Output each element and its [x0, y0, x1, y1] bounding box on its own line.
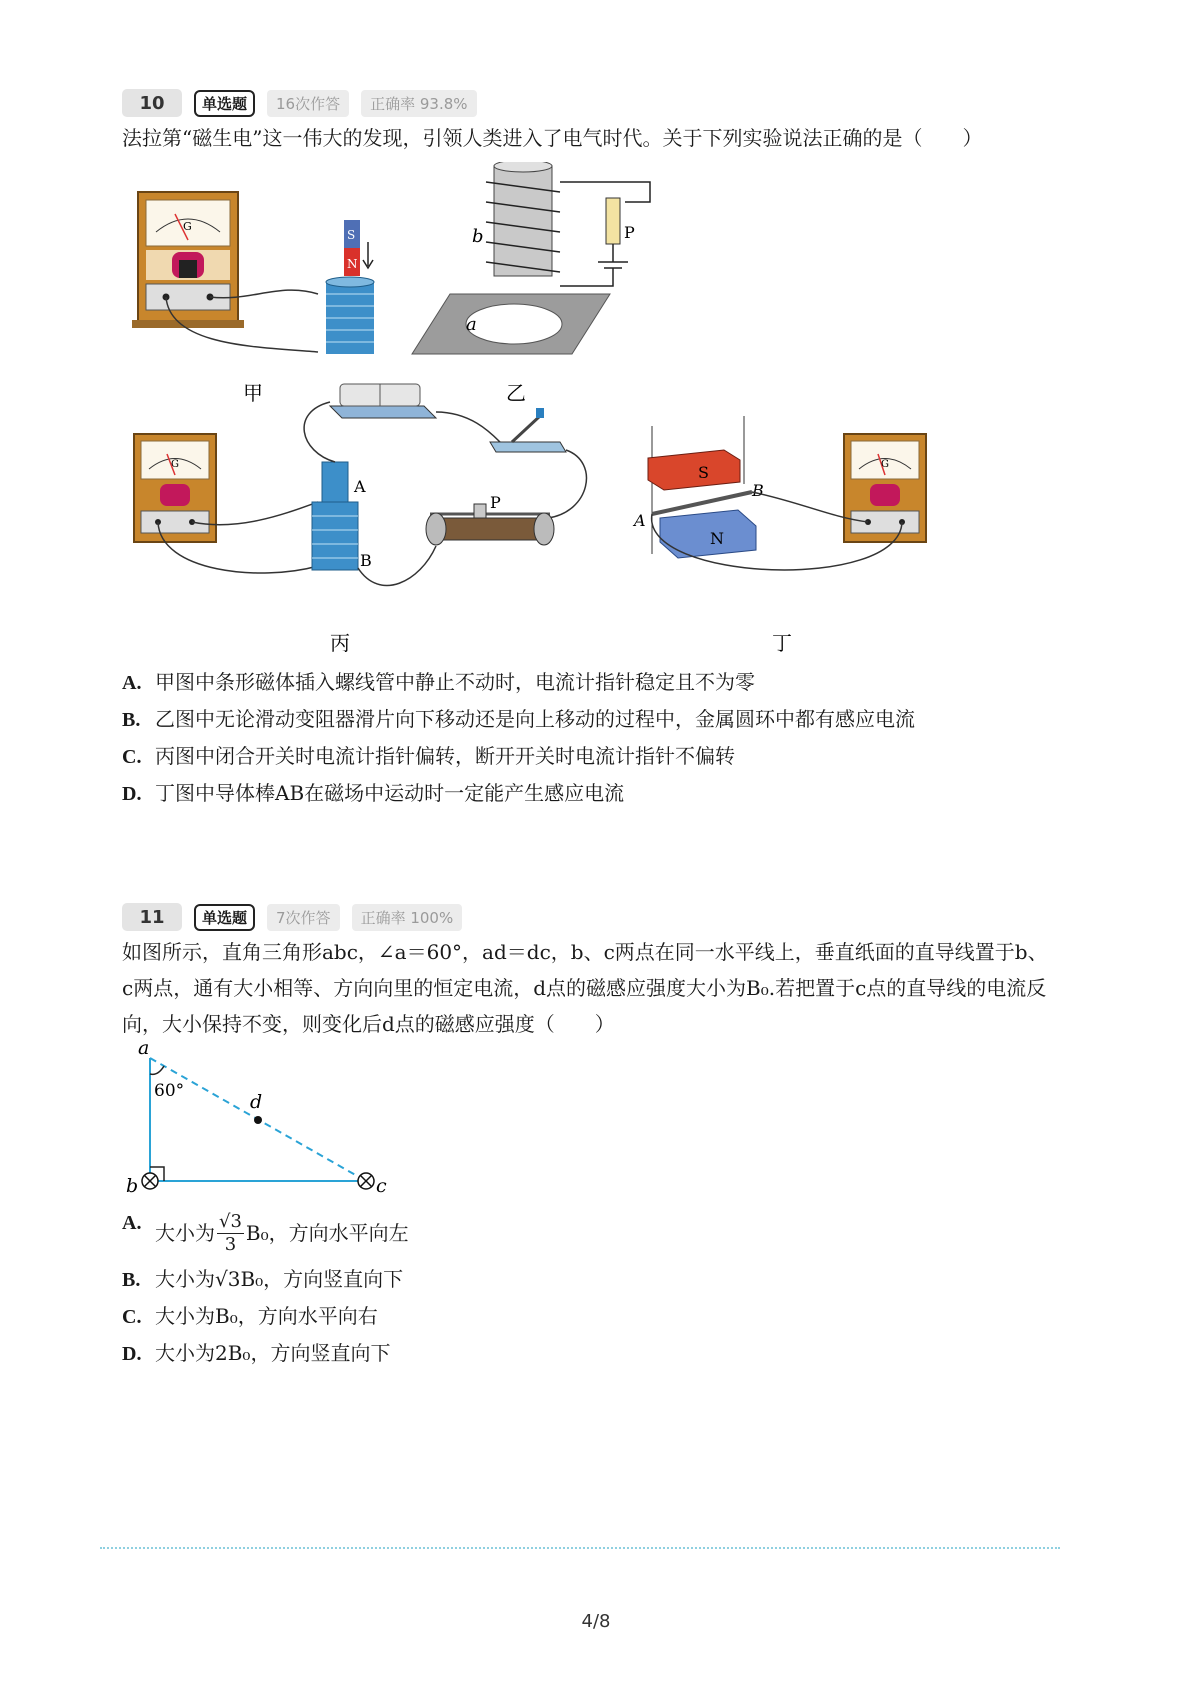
point-d	[254, 1116, 262, 1124]
option-b[interactable]: B. 大小为√3B₀，方向竖直向下	[122, 1267, 404, 1291]
fraction-numerator: √3	[219, 1210, 242, 1232]
angle-label: 60°	[154, 1081, 185, 1101]
option-a[interactable]: A. 甲图中条形磁体插入螺线管中静止不动时，电流计指针稳定且不为零	[122, 670, 755, 694]
bar-magnet-jia	[344, 220, 373, 276]
galvanometer-ding	[844, 434, 926, 542]
question-number: 10	[122, 89, 182, 117]
magnet-pole-s: S	[347, 228, 356, 242]
galvanometer-label: G	[171, 459, 179, 470]
galvanometer-label: G	[881, 459, 889, 470]
solenoid-jia	[326, 277, 374, 354]
question-number: 11	[122, 903, 182, 931]
rod-label-a: A	[634, 511, 646, 530]
coil-label-a: A	[354, 477, 366, 496]
question-meta	[122, 88, 1052, 118]
coil-label-b: b	[472, 226, 484, 247]
vertex-label-b: b	[126, 1175, 139, 1197]
figure-label-jia: 甲	[243, 381, 263, 405]
option-c[interactable]: C. 丙图中闭合开关时电流计指针偏转，断开开关时电流计指针不偏转	[122, 744, 735, 768]
figure-label-bing: 丙	[330, 631, 350, 655]
rheostat-bing	[426, 493, 554, 545]
fraction	[217, 1211, 244, 1256]
option-b[interactable]: B. 乙图中无论滑动变阻器滑片向下移动还是向上移动的过程中，金属圆环中都有感应电流	[122, 707, 915, 731]
accuracy-badge: 正确率 93.8%	[361, 90, 476, 117]
vertex-label-c: c	[376, 1175, 387, 1197]
question-11	[122, 902, 1052, 1042]
coil-label-b: B	[360, 551, 372, 570]
rod-label-b: B	[752, 481, 764, 500]
slider-label-p: P	[624, 223, 635, 242]
battery-holder-bing	[330, 384, 436, 418]
question-10	[122, 88, 1052, 156]
rheostat-label-p: P	[490, 493, 501, 512]
figure-yi	[412, 162, 650, 354]
ring-label-a: a	[466, 314, 477, 335]
galvanometer-label: G	[183, 220, 192, 233]
question-11-options	[122, 1205, 1052, 1372]
question-type-badge: 单选题	[194, 904, 255, 931]
pole-label-n: N	[710, 529, 724, 548]
wire-b-into-page	[142, 1173, 158, 1189]
answer-count-badge: 16次作答	[267, 90, 349, 117]
question-10-options	[122, 664, 1052, 812]
point-label-d: d	[250, 1091, 263, 1113]
fraction-denominator: 3	[224, 1233, 237, 1255]
answer-count-badge: 7次作答	[267, 904, 340, 931]
option-d[interactable]: D. 大小为2B₀，方向竖直向下	[122, 1341, 391, 1365]
option-c[interactable]: C. 大小为B₀，方向水平向右	[122, 1304, 378, 1328]
galvanometer-jia	[132, 192, 244, 328]
vertex-label-a: a	[138, 1038, 150, 1059]
question-meta	[122, 902, 1052, 932]
figure-label-ding: 丁	[772, 631, 792, 655]
option-a[interactable]: A. 大小为 $\frac{√3}{3}$ B₀，方向水平向左	[122, 1210, 409, 1255]
page-divider	[100, 1547, 1060, 1549]
galvanometer-bing	[134, 434, 216, 542]
switch-bing	[490, 408, 566, 452]
pole-label-s: S	[698, 463, 709, 482]
experiment-figures	[0, 162, 1192, 662]
option-d[interactable]: D. 丁图中导体棒AB在磁场中运动时一定能产生感应电流	[122, 781, 625, 805]
figure-ding	[632, 416, 764, 558]
question-stem: 法拉第“磁生电”这一伟大的发现，引领人类进入了电气时代。关于下列实验说法正确的是（ ）	[122, 126, 983, 150]
accuracy-badge: 正确率 100%	[352, 904, 463, 931]
coils-bing	[312, 462, 372, 570]
page-number: 4/8	[581, 1611, 611, 1632]
wire-c-into-page	[358, 1173, 374, 1189]
question-type-badge: 单选题	[194, 90, 255, 117]
question-stem: 如图所示，直角三角形abc，∠a＝60°，ad＝dc，b、c两点在同一水平线上，垂直纸面的直导线置于b、c两点，通有大小相等、方向向里的恒定电流，d点的磁感应强度大小为B₀.若把置于c点的直导线的电流反向，大小保持不变，则变化后d点的磁感应强度（ ）	[122, 940, 1048, 1036]
triangle-figure	[120, 1038, 420, 1203]
figure-label-yi: 乙	[506, 381, 526, 405]
magnet-pole-n: N	[347, 257, 358, 271]
